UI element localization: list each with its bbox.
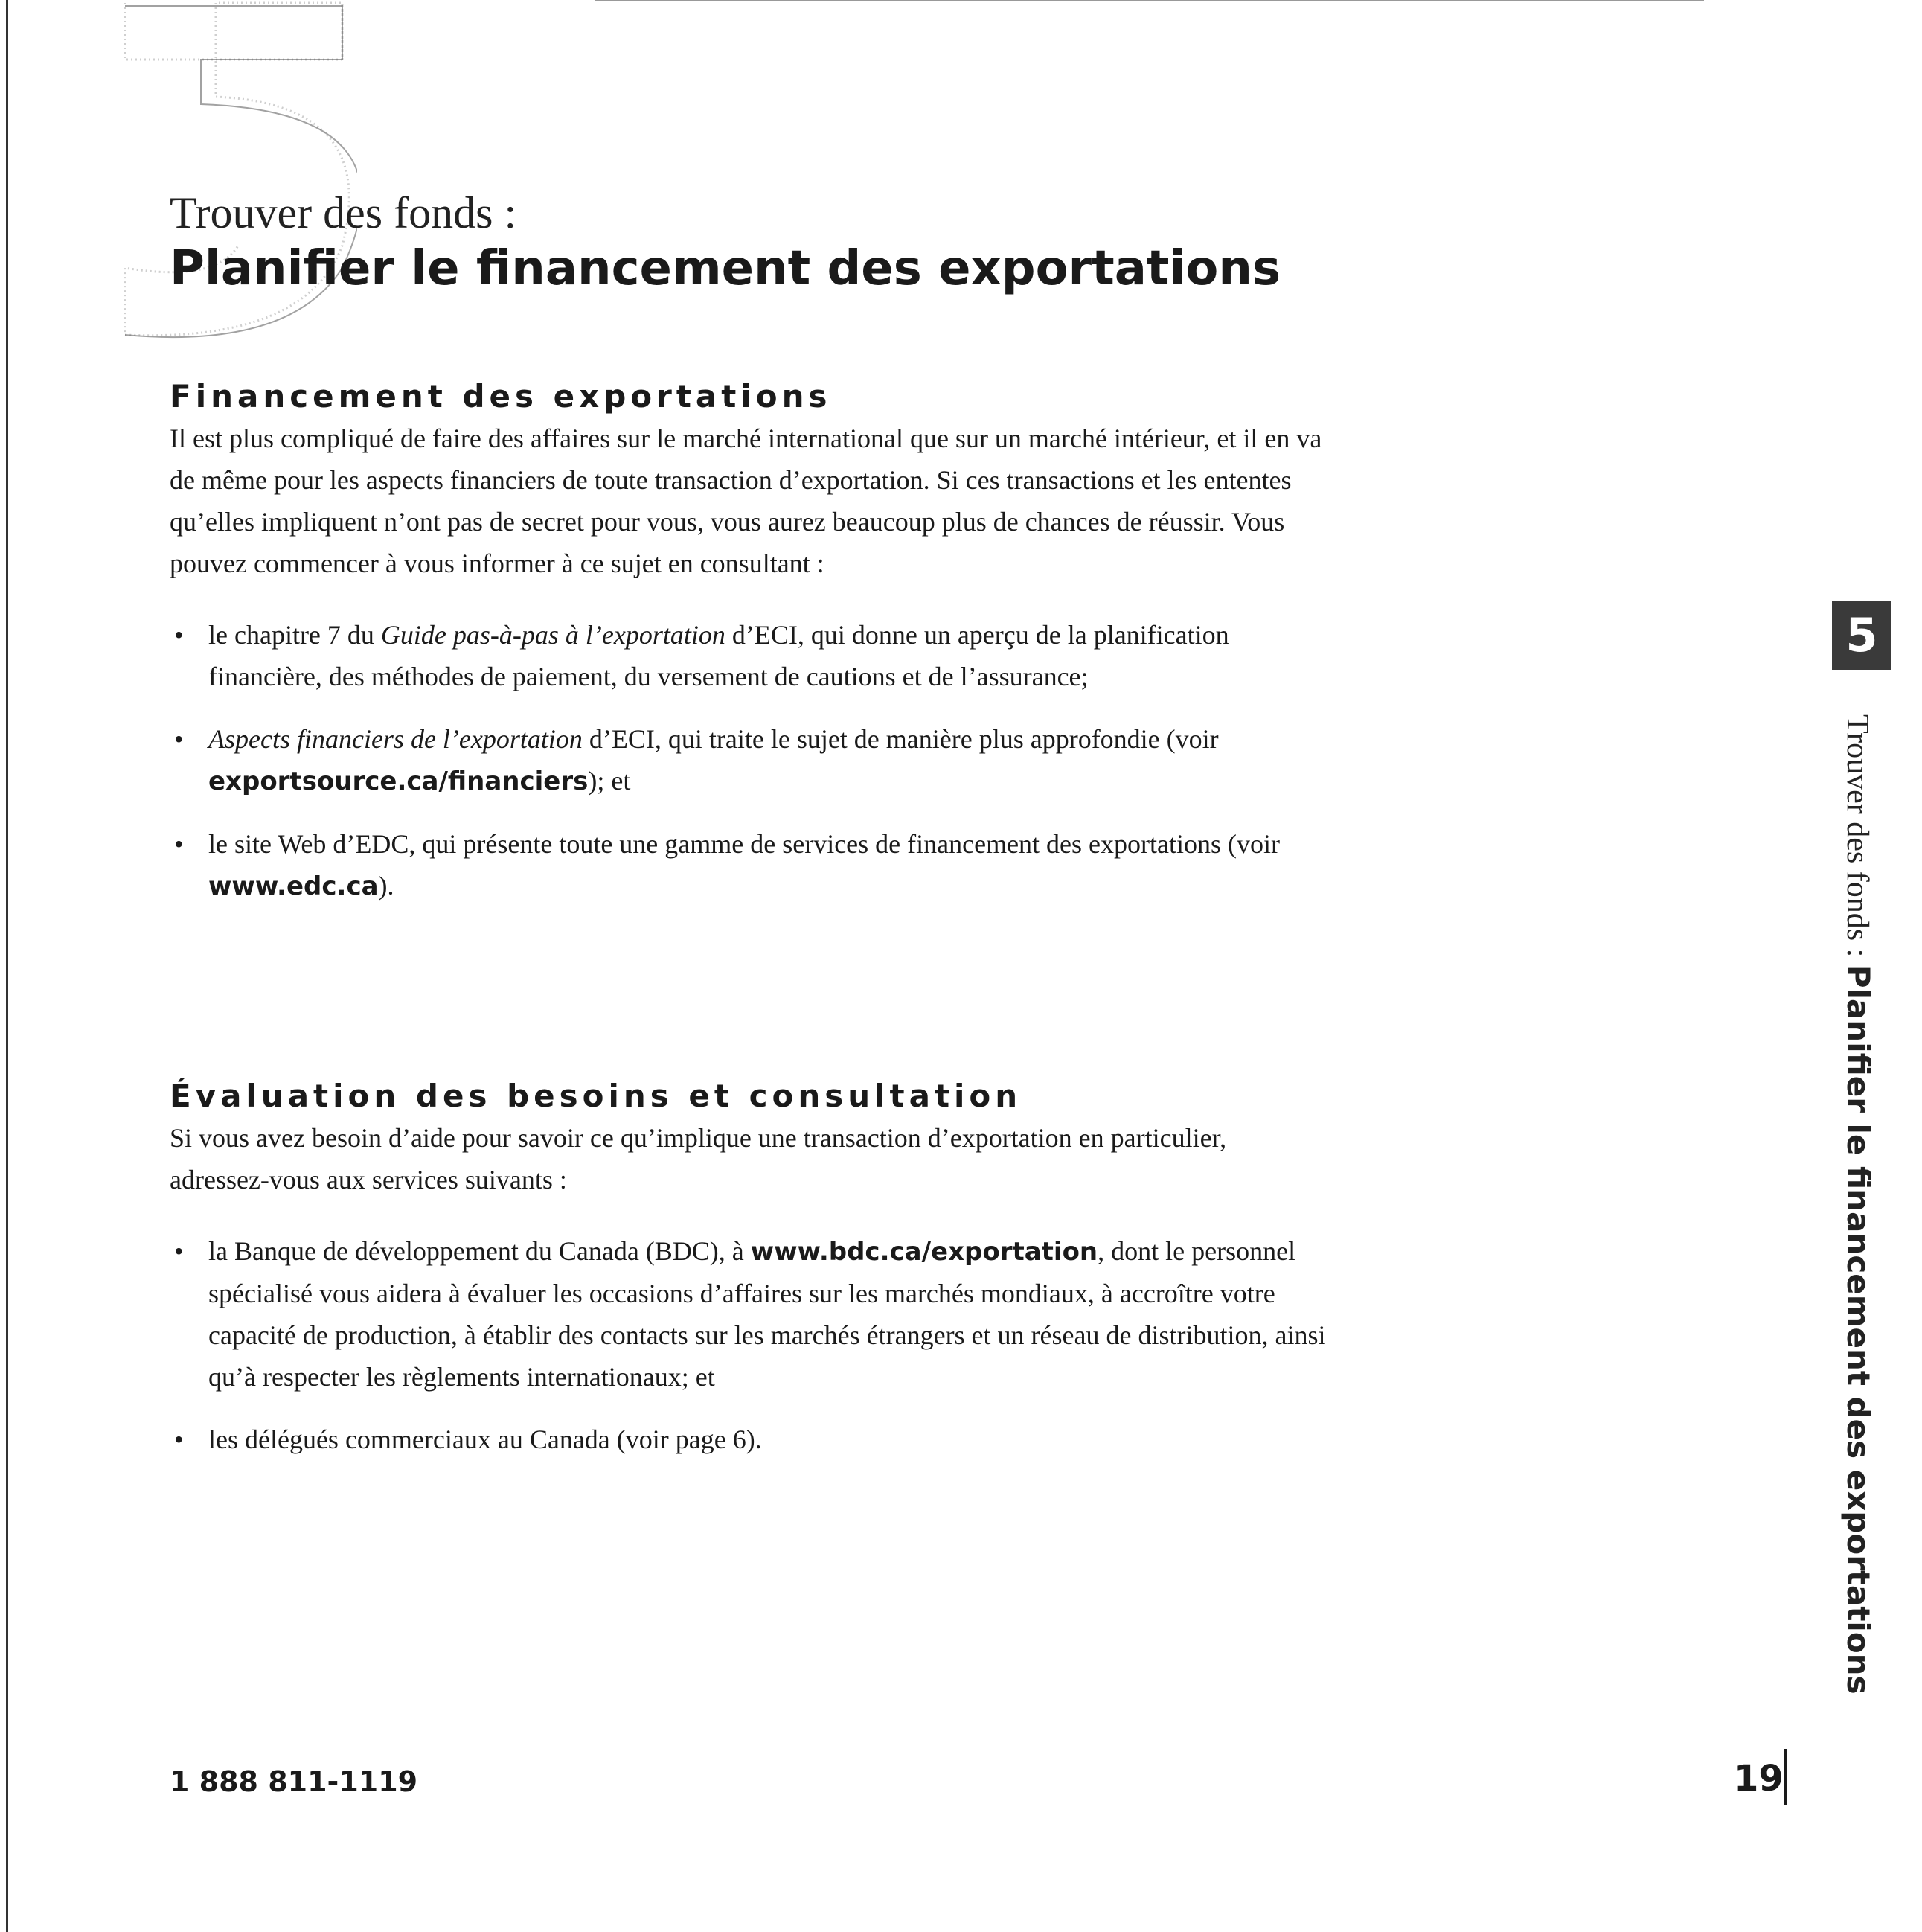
item-text: les délégués commerciaux au Canada (voir page 6). (208, 1424, 762, 1454)
chapter-title-line2: Planifier le financement des exportations (170, 241, 1281, 296)
list-item (170, 718, 1330, 802)
url-edc[interactable]: www.edc.ca (208, 871, 379, 901)
item-text: le chapitre 7 du (208, 620, 381, 650)
item-text: , dont le personnel spécialisé vous aidera à évaluer les occasions d’affaires sur les marchés mondiaux, à accroître votre capacité de production, à établir des contacts sur les marchés étrangers et un réseau de distribution, ainsi qu’à respecter les règlements internationaux; et (208, 1236, 1326, 1392)
left-margin-rule (6, 0, 8, 1932)
section-evaluation (170, 1075, 1330, 1460)
section-paragraph: Si vous avez besoin d’aide pour savoir ce qu’implique une transaction d’exportation en particulier, adressez-vous aux services suivants : (170, 1123, 1227, 1194)
running-header-vertical (1839, 714, 1877, 1695)
footer-phone: 1 888 811-1119 (170, 1765, 418, 1798)
item-text: d’ECI, qui traite le sujet de manière plus approfondie (voir (582, 724, 1219, 754)
chapter-title (170, 186, 1281, 298)
page-number-rule (1784, 1749, 1787, 1805)
bullet-list (170, 1230, 1330, 1460)
list-item (170, 614, 1330, 697)
list-item (170, 1418, 1330, 1460)
chapter-title-line1: Trouver des fonds : (170, 188, 517, 237)
top-rule (595, 0, 1704, 1)
bullet-list (170, 614, 1330, 907)
publication-title: Aspects financiers de l’exportation (208, 724, 583, 754)
url-exportsource[interactable]: exportsource.ca/financiers (208, 767, 589, 796)
url-bdc[interactable]: www.bdc.ca/exportation (750, 1237, 1098, 1267)
item-text: la Banque de développement du Canada (BDC), à (208, 1236, 751, 1266)
chapter-tab: 5 (1832, 601, 1891, 670)
running-header-regular: Trouver des fonds : (1840, 714, 1874, 965)
section-heading: Évaluation des besoins et consultation (170, 1078, 1022, 1114)
list-item (170, 1230, 1330, 1398)
running-header-bold: Planifier le financement des exportations (1840, 965, 1877, 1695)
section-financement (170, 376, 1330, 907)
list-item (170, 823, 1330, 907)
item-text: ); et (588, 766, 631, 796)
page-number: 19 (1734, 1758, 1784, 1800)
item-text: d’ECI, qui donne un aperçu de la planification financière, des méthodes de paiement, du versement de cautions et de l’assurance; (208, 620, 1229, 691)
publication-title: Guide pas-à-pas à l’exportation (380, 620, 725, 650)
item-text: ). (378, 871, 394, 901)
item-text: le site Web d’EDC, qui présente toute une gamme de services de financement des exportations (voir (208, 829, 1280, 859)
section-paragraph: Il est plus compliqué de faire des affaires sur le marché international que sur un marché intérieur, et il en va de même pour les aspects financiers de toute transaction d’exportation. Si ces transactions et les ententes qu’elles impliquent n’ont pas de secret pour vous, vous aurez beaucoup plus de chances de réussir. Vous pouvez commencer à vous informer à ce sujet en consultant : (170, 423, 1322, 578)
section-heading: Financement des exportations (170, 378, 832, 415)
